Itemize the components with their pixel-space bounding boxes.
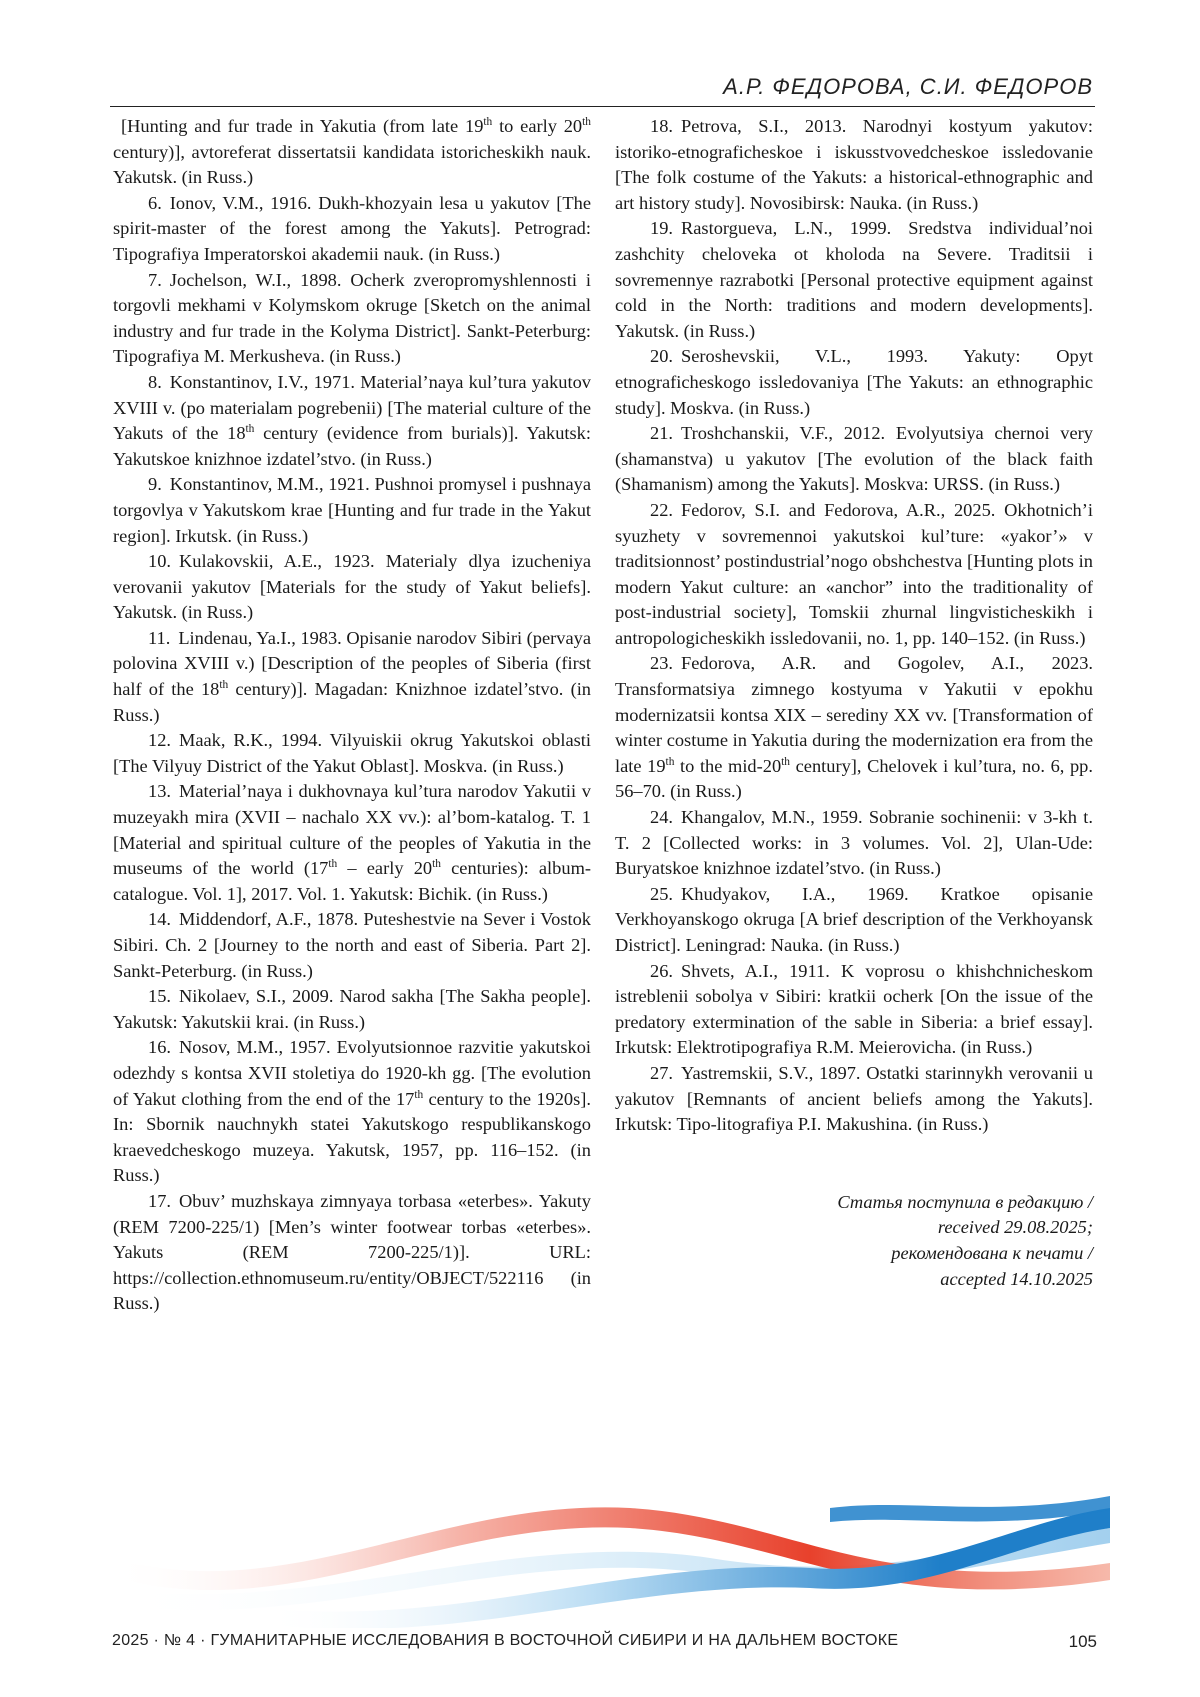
reference-text: Nikolaev, S.I., 2009. Narod sakha [The Sakha people]. Yakutsk: Yakutskii krai. (in Russ.) xyxy=(113,986,591,1032)
references-left-column xyxy=(113,114,591,1482)
reference-text: Maak, R.K., 1994. Vilyuiskii okrug Yakutskoi oblasti [The Vilyuy District of the Yakut Oblast]. Moskva. (in Russ.) xyxy=(113,730,591,776)
reference-text: [Hunting and fur trade in Yakutia (from late 19th to early 20th century)], avtoreferat dissertatsii kandidata istoricheskikh nauk. Yakutsk. (in Russ.) xyxy=(113,115,591,188)
received-date: received 29.08.2025; xyxy=(937,1217,1093,1238)
reference-item: 19. Rastorgueva, L.N., 1999. Sredstva individual’noi zashchity cheloveka ot kholoda na Severe. Traditsii i sovremennye razrabotki [Personal protective equipment against cold in the North: traditions and modern developments]. Yakutsk. (in Russ.) xyxy=(615,218,1093,341)
received-accepted-note xyxy=(615,1190,1093,1292)
reference-text: Shvets, A.I., 1911. K voprosu o khishchnicheskom istreblenii sobolya v Sibiri: kratkii ocherk [On the issue of the predatory extermination of the sable in Siberia: a brief essay]. Irkutsk: Elektrotipografiya R.M. Meierovicha. (in Russ.) xyxy=(615,960,1093,1058)
reference-item: 10. Kulakovskii, A.E., 1923. Materialy dlya izucheniya verovanii yakutov [Materials for the study of Yakut beliefs]. Yakutsk. (in Russ.) xyxy=(113,551,591,623)
reference-item: 25. Khudyakov, I.A., 1969. Kratkoe opisanie Verkhoyanskogo okruga [A brief description of the Verkhoyansk District]. Leningrad: Nauka. (in Russ.) xyxy=(615,883,1093,955)
reference-item: 21. Troshchanskii, V.F., 2012. Evolyutsiya chernoi very (shamanstva) u yakutov [The evolution of the black faith (Shamanism) among the Yakuts]. Moskva: URSS. (in Russ.) xyxy=(615,423,1093,495)
reference-item xyxy=(113,114,591,191)
reference-item: 6. Ionov, V.M., 1916. Dukh-khozyain lesa u yakutov [The spirit-master of the forest among the Yakuts]. Petrograd: Tipografiya Imperatorskoi akademii nauk. (in Russ.) xyxy=(113,192,591,264)
reference-text: Fedorov, S.I. and Fedorova, A.R., 2025. Okhotnich’i syuzhety v sovremennoi yakutskoi kul’ture: «yakor’» v traditsionnost’ postindustrial’nogo obshchestva [Hunting plots in modern Yakut culture: an «anchor” into the traditionality of post-industrial society], Tomskii zhurnal lingvisticheskikh i antropologicheskikh issledovanii, no. 1, pp. 140–152. (in Russ.) xyxy=(615,499,1093,648)
reference-text: Material’naya i dukhovnaya kul’tura narodov Yakutii v muzeyakh mira (XVII – nachalo XX vv.): al’bom-katalog. T. 1 [Material and spiritual culture of the peoples of Yakutia in the museums of the world (17th – early 20th centuries): album-catalogue. Vol. 1], 2017. Vol. 1. Yakutsk: Bichik. (in Russ.) xyxy=(113,781,591,904)
reference-item: 7. Jochelson, W.I., 1898. Ocherk zveropromyshlennosti i torgovli mekhami v Kolymskom okruge [Sketch on the animal industry and fur trade in the Kolyma District]. Sankt-Peterburg: Tipografiya M. Merkusheva. (in Russ.) xyxy=(113,269,591,367)
reference-text: Troshchanskii, V.F., 2012. Evolyutsiya chernoi very (shamanstva) u yakutov [The evolution of the black faith (Shamanism) among the Yakuts]. Moskva: URSS. (in Russ.) xyxy=(615,423,1093,495)
reference-text: Yastremskii, S.V., 1897. Ostatki starinnykh verovanii u yakutov [Remnants of ancient beliefs among the Yakuts]. Irkutsk: Tipo-litografiya P.I. Makushina. (in Russ.) xyxy=(615,1062,1093,1135)
reference-text: Nosov, M.M., 1957. Evolyutsionnoe razvitie yakutskoi odezhdy s kontsa XVII stoletiya do 1920-kh gg. [The evolution of Yakut clothing from the end of the 17th century to the 1920s]. In: Sbornik nauchnykh statei Yakutskogo respublikanskogo kraevedcheskogo muzeya. Yakutsk, 1957, pp. 116–152. (in Russ.) xyxy=(113,1037,591,1186)
reference-text: Khudyakov, I.A., 1969. Kratkoe opisanie Verkhoyanskogo okruga [A brief description of the Verkhoyansk District]. Leningrad: Nauka. (in Russ.) xyxy=(615,883,1093,955)
reference-text: Seroshevskii, V.L., 1993. Yakuty: Opyt etnograficheskogo issledovaniya [The Yakuts: an ethnographic study]. Moskva. (in Russ.) xyxy=(615,346,1093,418)
reference-item: 15. Nikolaev, S.I., 2009. Narod sakha [The Sakha people]. Yakutsk: Yakutskii krai. (in Russ.) xyxy=(113,986,591,1032)
decorative-ribbon xyxy=(110,1488,1110,1628)
reference-item: 8. Konstantinov, I.V., 1971. Material’naya kul’tura yakutov XVIII v. (po materialam pogrebenii) [The material culture of the Yakuts of the 18th century (evidence from burials)]. Yakutsk: Yakutskoe knizhnoe izdatel’stvo. (in Russ.) xyxy=(113,371,591,469)
running-head-authors: А.Р. ФЕДОРОВА, С.И. ФЕДОРОВ xyxy=(723,74,1093,99)
reference-text: Rastorgueva, L.N., 1999. Sredstva individual’noi zashchity cheloveka ot kholoda na Severe. Traditsii i sovremennye razrabotki [Personal protective equipment against cold in the North: traditions and modern developments]. Yakutsk. (in Russ.) xyxy=(615,218,1093,341)
reference-text: Obuv’ muzhskaya zimnyaya torbasa «eterbes». Yakuty (REM 7200-225/1) [Men’s winter footwear torbas «eterbes». Yakuts (REM 7200-225/1)]. URL: https://collection.ethnomuseum.ru/entity/OBJECT/522116 (in Russ.) xyxy=(113,1190,591,1314)
reference-item: 23. Fedorova, A.R. and Gogolev, A.I., 2023. Transformatsiya zimnego kostyuma v Yakutii v epokhu modernizatsii kontsa XIX – serediny XX vv. [Transformation of winter costume in Yakutia during the modernization era from the late 19th to the mid-20th century], Chelovek i kul’tura, no. 6, pp. 56–70. (in Russ.) xyxy=(615,653,1093,802)
reference-text: Kulakovskii, A.E., 1923. Materialy dlya izucheniya verovanii yakutov [Materials for the study of Yakut beliefs]. Yakutsk. (in Russ.) xyxy=(113,551,591,623)
accepted-line: рекомендована к печати / xyxy=(891,1242,1093,1263)
reference-text: Konstantinov, M.M., 1921. Pushnoi promysel i pushnaya torgovlya v Yakutskom krae [Hunting and fur trade in the Yakut region]. Irkutsk. (in Russ.) xyxy=(113,474,591,546)
reference-item: 17. Obuv’ muzhskaya zimnyaya torbasa «eterbes». Yakuty (REM 7200-225/1) [Men’s winter footwear torbas «eterbes». Yakuts (REM 7200-225/1)]. URL: https://collection.ethnomuseum.ru/entity/OBJECT/522116 (in Russ.) xyxy=(113,1190,591,1314)
reference-item: 12. Maak, R.K., 1994. Vilyuiskii okrug Yakutskoi oblasti [The Vilyuy District of the Yakut Oblast]. Moskva. (in Russ.) xyxy=(113,730,591,776)
page-number: 105 xyxy=(1068,1632,1097,1651)
reference-item: 20. Seroshevskii, V.L., 1993. Yakuty: Opyt etnograficheskogo issledovaniya [The Yakuts: an ethnographic study]. Moskva. (in Russ.) xyxy=(615,346,1093,418)
reference-item: 13. Material’naya i dukhovnaya kul’tura narodov Yakutii v muzeyakh mira (XVII – nachalo XX vv.): al’bom-katalog. T. 1 [Material and spiritual culture of the peoples of Yakutia in the museums of the world (17th – early 20th centuries): album-catalogue. Vol. 1], 2017. Vol. 1. Yakutsk: Bichik. (in Russ.) xyxy=(113,781,591,904)
reference-item: 22. Fedorov, S.I. and Fedorova, A.R., 2025. Okhotnich’i syuzhety v sovremennoi yakutskoi kul’ture: «yakor’» v traditsionnost’ postindustrial’nogo obshchestva [Hunting plots in modern Yakut culture: an «anchor” into the traditionality of post-industrial society], Tomskii zhurnal lingvisticheskikh i antropologicheskikh issledovanii, no. 1, pp. 140–152. (in Russ.) xyxy=(615,499,1093,648)
reference-text: Khangalov, M.N., 1959. Sobranie sochinenii: v 3-kh t. T. 2 [Collected works: in 3 volumes. Vol. 2], Ulan-Ude: Buryatskoe knizhnoe izdatel’stvo. (in Russ.) xyxy=(615,807,1093,879)
reference-item: 24. Khangalov, M.N., 1959. Sobranie sochinenii: v 3-kh t. T. 2 [Collected works: in 3 volumes. Vol. 2], Ulan-Ude: Buryatskoe knizhnoe izdatel’stvo. (in Russ.) xyxy=(615,807,1093,879)
reference-text: Jochelson, W.I., 1898. Ocherk zveropromyshlennosti i torgovli mekhami v Kolymskom okruge [Sketch on the animal industry and fur trade in the Kolyma District]. Sankt-Peterburg: Tipografiya M. Merkusheva. (in Russ.) xyxy=(113,269,591,367)
reference-item: 14. Middendorf, A.F., 1878. Puteshestvie na Sever i Vostok Sibiri. Ch. 2 [Journey to the north and east of Siberia. Part 2]. Sankt-Peterburg. (in Russ.) xyxy=(113,909,591,981)
received-line: Статья поступила в редакцию / xyxy=(837,1191,1093,1212)
running-head xyxy=(110,74,1095,107)
reference-text: Konstantinov, I.V., 1971. Material’naya kul’tura yakutov XVIII v. (po materialam pogrebenii) [The material culture of the Yakuts of the 18th century (evidence from burials)]. Yakutsk: Yakutskoe knizhnoe izdatel’stvo. (in Russ.) xyxy=(113,371,591,469)
reference-text: Lindenau, Ya.I., 1983. Opisanie narodov Sibiri (pervaya polovina XVIII v.) [Description of the peoples of Siberia (first half of the 18th century)]. Magadan: Knizhnoe izdatel’stvo. (in Russ.) xyxy=(113,627,591,725)
reference-item: 9. Konstantinov, M.M., 1921. Pushnoi promysel i pushnaya torgovlya v Yakutskom krae [Hunting and fur trade in the Yakut region]. Irkutsk. (in Russ.) xyxy=(113,474,591,546)
footer-journal-title: 2025 · № 4 · ГУМАНИТАРНЫЕ ИССЛЕДОВАНИЯ В ВОСТОЧНОЙ СИБИРИ И НА ДАЛЬНЕМ ВОСТОКЕ xyxy=(112,1632,899,1649)
reference-item: 18. Petrova, S.I., 2013. Narodnyi kostyum yakutov: istoriko-etnograficheskoe i iskusstvovedcheskoe issledovanie [The folk costume of the Yakuts: a historical-ethnographic and art history study]. Novosibirsk: Nauka. (in Russ.) xyxy=(615,116,1093,213)
reference-text: Middendorf, A.F., 1878. Puteshestvie na Sever i Vostok Sibiri. Ch. 2 [Journey to the north and east of Siberia. Part 2]. Sankt-Peterburg. (in Russ.) xyxy=(113,909,591,981)
page-footer xyxy=(112,1632,1097,1662)
reference-text: Ionov, V.M., 1916. Dukh-khozyain lesa u yakutov [The spirit-master of the forest among the Yakuts]. Petrograd: Tipografiya Imperatorskoi akademii nauk. (in Russ.) xyxy=(113,192,591,264)
reference-text: Petrova, S.I., 2013. Narodnyi kostyum yakutov: istoriko-etnograficheskoe i iskusstvovedcheskoe issledovanie [The folk costume of the Yakuts: a historical-ethnographic and art history study]. Novosibirsk: Nauka. (in Russ.) xyxy=(615,116,1093,213)
reference-item: 27. Yastremskii, S.V., 1897. Ostatki starinnykh verovanii u yakutov [Remnants of ancient beliefs among the Yakuts]. Irkutsk: Tipo-litografiya P.I. Makushina. (in Russ.) xyxy=(615,1062,1093,1135)
reference-item: 16. Nosov, M.M., 1957. Evolyutsionnoe razvitie yakutskoi odezhdy s kontsa XVII stoletiya do 1920-kh gg. [The evolution of Yakut clothing from the end of the 17th century to the 1920s]. In: Sbornik nauchnykh statei Yakutskogo respublikanskogo kraevedcheskogo muzeya. Yakutsk, 1957, pp. 116–152. (in Russ.) xyxy=(113,1037,591,1186)
references-right-column xyxy=(615,114,1093,1292)
reference-item: 26. Shvets, A.I., 1911. K voprosu o khishchnicheskom istreblenii sobolya v Sibiri: kratkii ocherk [On the issue of the predatory extermination of the sable in Siberia: a brief essay]. Irkutsk: Elektrotipografiya R.M. Meierovicha. (in Russ.) xyxy=(615,960,1093,1058)
reference-text: Fedorova, A.R. and Gogolev, A.I., 2023. Transformatsiya zimnego kostyuma v Yakutii v epokhu modernizatsii kontsa XIX – serediny XX vv. [Transformation of winter costume in Yakutia during the modernization era from the late 19th to the mid-20th century], Chelovek i kul’tura, no. 6, pp. 56–70. (in Russ.) xyxy=(615,653,1093,802)
reference-item: 11. Lindenau, Ya.I., 1983. Opisanie narodov Sibiri (pervaya polovina XVIII v.) [Description of the peoples of Siberia (first half of the 18th century)]. Magadan: Knizhnoe izdatel’stvo. (in Russ.) xyxy=(113,627,591,725)
accepted-date: accepted 14.10.2025 xyxy=(940,1268,1093,1289)
